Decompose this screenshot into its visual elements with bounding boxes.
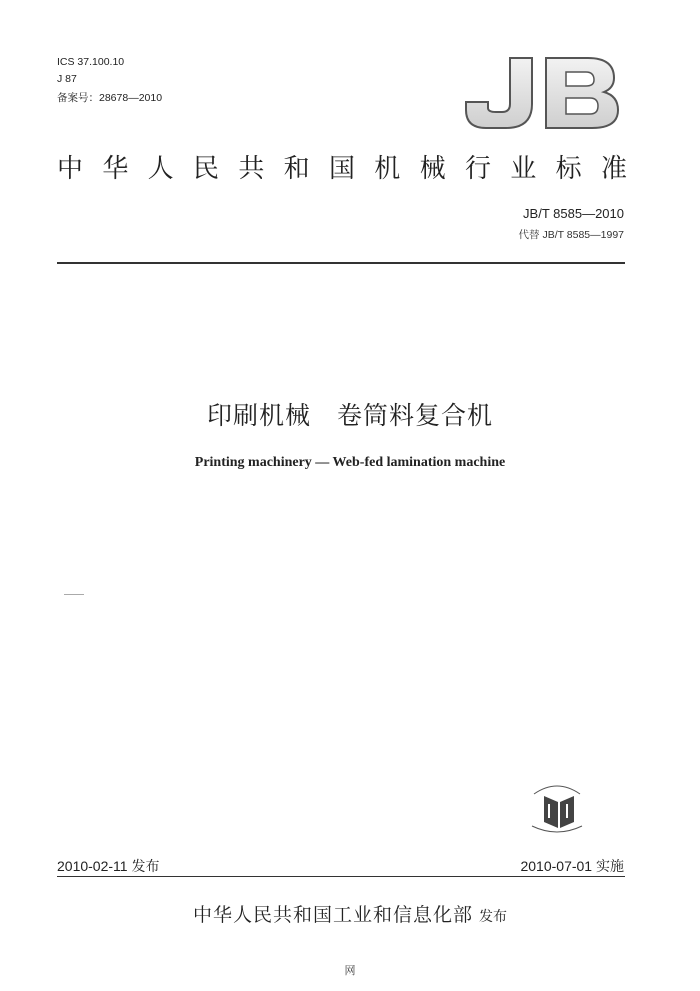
org-char: 国 [328,154,355,184]
org-char: 行 [464,154,491,184]
publisher [0,900,700,927]
org-char: 和 [283,154,310,184]
org-char: 准 [600,154,627,184]
org-char: 械 [419,154,446,184]
publisher-suffix: 发布 [479,909,507,925]
org-char: 共 [238,154,265,184]
j-code: J 87 [57,73,77,85]
document-title-english: Printing machinery — Web-fed lamination machine [194,455,506,470]
org-char: 华 [102,154,129,184]
replaces-standard: 代替 JB/T 8585—1997 [518,229,624,241]
issue-date: 2010-02-11 发布 [57,858,160,874]
ics-code: ICS 37.100.10 [57,56,125,68]
org-char: 人 [147,154,174,184]
record-number: 备案号：28678—2010 [57,92,163,104]
industry-standard-title [57,148,627,185]
org-char: 机 [374,154,401,184]
implementation-date: 2010-07-01 实施 [520,858,624,874]
org-char: 民 [192,154,219,184]
document-title-chinese: 印刷机械 卷筒料复合机 [206,401,493,430]
jb-logo [462,52,622,134]
library-stamp [522,776,592,838]
publisher-name: 中华人民共和国工业和信息化部 [192,904,473,926]
org-char: 标 [555,154,582,184]
org-char: 中 [57,154,84,184]
org-char: 业 [510,154,537,184]
scan-mark [64,594,84,595]
footer-watermark: 网 [344,964,356,977]
standard-number: JB/T 8585—2010 [523,206,624,221]
top-divider [57,262,625,264]
bottom-divider [57,876,625,877]
